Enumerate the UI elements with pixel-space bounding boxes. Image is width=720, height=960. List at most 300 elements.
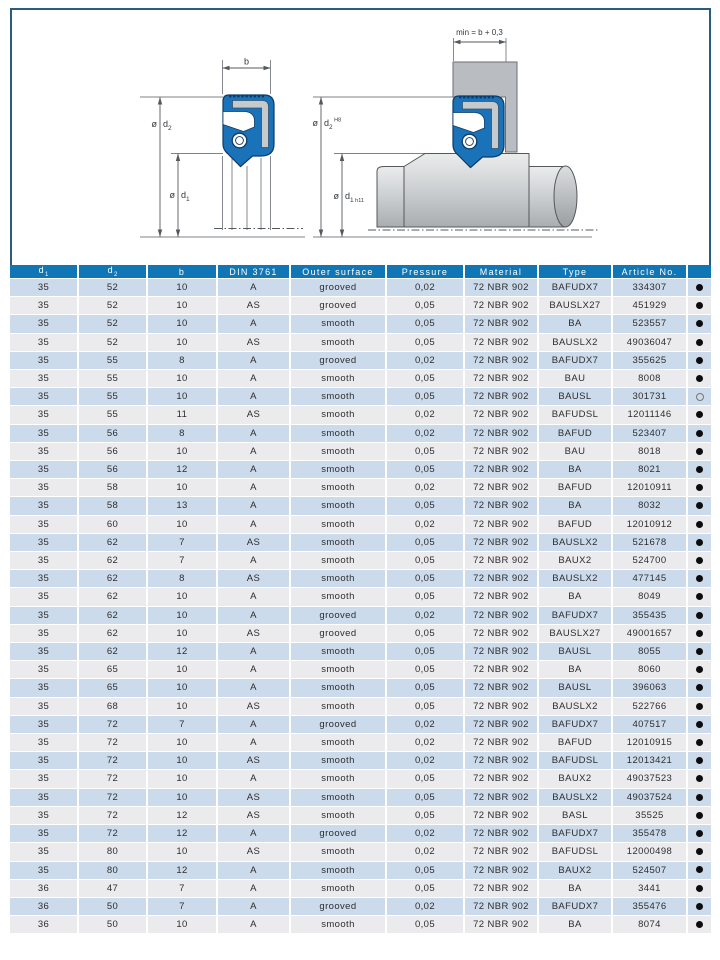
cell: 35 <box>10 734 79 752</box>
filled-dot-icon <box>696 502 703 509</box>
cell: 49001657 <box>613 625 688 643</box>
cell: 72 NBR 902 <box>465 352 539 370</box>
cell: 10 <box>148 607 218 625</box>
cell: 72 NBR 902 <box>465 534 539 552</box>
filled-dot-icon <box>696 593 703 600</box>
availability-cell <box>688 862 711 880</box>
cell: 35 <box>10 661 79 679</box>
cell: BAFUDX7 <box>539 607 613 625</box>
cell: 407517 <box>613 716 688 734</box>
cell: smooth <box>291 497 387 515</box>
cell: 12011146 <box>613 406 688 424</box>
cell: 7 <box>148 880 218 898</box>
cell: BAUSLX2 <box>539 570 613 588</box>
cell: 35 <box>10 497 79 515</box>
cell: 35 <box>10 534 79 552</box>
cell: A <box>218 279 291 297</box>
cell: AS <box>218 570 291 588</box>
availability-cell <box>688 643 711 661</box>
cell: 0,05 <box>387 461 465 479</box>
cell: grooved <box>291 716 387 734</box>
availability-cell <box>688 443 711 461</box>
filled-dot-icon <box>696 739 703 746</box>
cell: 0,02 <box>387 716 465 734</box>
cell: 0,05 <box>387 679 465 697</box>
filled-dot-icon <box>696 302 703 309</box>
filled-dot-icon <box>696 411 703 418</box>
cell: 0,05 <box>387 625 465 643</box>
column-header-b: b <box>148 265 218 279</box>
cell: 7 <box>148 716 218 734</box>
cell: 52 <box>79 297 148 315</box>
table-row <box>10 425 711 443</box>
cell: 7 <box>148 898 218 916</box>
cell: smooth <box>291 552 387 570</box>
cell: BA <box>539 497 613 515</box>
filled-dot-icon <box>696 757 703 764</box>
table-row <box>10 789 711 807</box>
cell: 35 <box>10 297 79 315</box>
cell: 72 NBR 902 <box>465 916 539 934</box>
availability-cell <box>688 789 711 807</box>
column-header-material: Material <box>465 265 539 279</box>
cell: BAUSL <box>539 679 613 697</box>
availability-cell <box>688 388 711 406</box>
column-header-din-3761: DIN 3761 <box>218 265 291 279</box>
cell: 0,02 <box>387 825 465 843</box>
cell: A <box>218 880 291 898</box>
table-row <box>10 643 711 661</box>
cell: 47 <box>79 880 148 898</box>
cell: 72 NBR 902 <box>465 862 539 880</box>
cell: 3441 <box>613 880 688 898</box>
table-row <box>10 315 711 333</box>
cell: BAFUDX7 <box>539 716 613 734</box>
cell: 72 NBR 902 <box>465 334 539 352</box>
cell: A <box>218 862 291 880</box>
availability-cell <box>688 770 711 788</box>
cell: 10 <box>148 752 218 770</box>
cell: A <box>218 916 291 934</box>
cell: A <box>218 825 291 843</box>
availability-cell <box>688 479 711 497</box>
cell: 62 <box>79 625 148 643</box>
cell: 0,05 <box>387 643 465 661</box>
table-row <box>10 843 711 861</box>
availability-cell <box>688 625 711 643</box>
availability-cell <box>688 370 711 388</box>
filled-dot-icon <box>696 848 703 855</box>
cell: 0,02 <box>387 752 465 770</box>
cell: A <box>218 661 291 679</box>
filled-dot-icon <box>696 794 703 801</box>
cell: smooth <box>291 770 387 788</box>
cell: 10 <box>148 479 218 497</box>
cell: BA <box>539 315 613 333</box>
cell: 0,05 <box>387 443 465 461</box>
filled-dot-icon <box>696 812 703 819</box>
cell: 8 <box>148 570 218 588</box>
cell: 35 <box>10 516 79 534</box>
cell: 10 <box>148 370 218 388</box>
dim-d1-prefix: ø <box>169 190 175 200</box>
cell: 524700 <box>613 552 688 570</box>
cell: 72 NBR 902 <box>465 698 539 716</box>
cell: smooth <box>291 479 387 497</box>
cell: smooth <box>291 643 387 661</box>
cell: BAFUDX7 <box>539 825 613 843</box>
cell: 36 <box>10 916 79 934</box>
shaft-collar <box>404 154 529 228</box>
cell: 355435 <box>613 607 688 625</box>
availability-cell <box>688 898 711 916</box>
cell: 0,02 <box>387 898 465 916</box>
cell: smooth <box>291 334 387 352</box>
cell: grooved <box>291 607 387 625</box>
cell: grooved <box>291 352 387 370</box>
cell: A <box>218 679 291 697</box>
cell: 35 <box>10 862 79 880</box>
cell: BAUX2 <box>539 770 613 788</box>
cell: 12 <box>148 461 218 479</box>
cell: BAFUD <box>539 516 613 534</box>
cell: 8055 <box>613 643 688 661</box>
cell: 12 <box>148 807 218 825</box>
cell: 0,05 <box>387 334 465 352</box>
availability-cell <box>688 570 711 588</box>
table-row <box>10 770 711 788</box>
cell: 80 <box>79 843 148 861</box>
cell: 524507 <box>613 862 688 880</box>
cell: AS <box>218 752 291 770</box>
cell: 0,02 <box>387 734 465 752</box>
cell: 72 NBR 902 <box>465 661 539 679</box>
cell: 35 <box>10 716 79 734</box>
cell: A <box>218 607 291 625</box>
cell: 72 <box>79 734 148 752</box>
availability-cell <box>688 297 711 315</box>
cell: BAFUDSL <box>539 843 613 861</box>
cell: 72 NBR 902 <box>465 516 539 534</box>
cell: 72 NBR 902 <box>465 898 539 916</box>
cell: 72 NBR 902 <box>465 789 539 807</box>
cell: 522766 <box>613 698 688 716</box>
table-row <box>10 825 711 843</box>
cell: 521678 <box>613 534 688 552</box>
cell: smooth <box>291 406 387 424</box>
table-row <box>10 479 711 497</box>
cell: 0,05 <box>387 789 465 807</box>
cell: BAUSLX2 <box>539 534 613 552</box>
availability-cell <box>688 716 711 734</box>
table-row <box>10 661 711 679</box>
filled-dot-icon <box>696 703 703 710</box>
cell: BAUSLX2 <box>539 789 613 807</box>
dim-d2-label: $d_2$ <box>163 119 172 132</box>
cell: 62 <box>79 570 148 588</box>
filled-dot-icon <box>696 721 703 728</box>
cell: 0,05 <box>387 370 465 388</box>
cell: BAUSLX2 <box>539 334 613 352</box>
cell: smooth <box>291 916 387 934</box>
cell: 10 <box>148 770 218 788</box>
table-row <box>10 916 711 934</box>
dim-min-label: min = b + 0,3 <box>456 28 503 37</box>
filled-dot-icon <box>696 521 703 528</box>
cell: 35 <box>10 588 79 606</box>
cell: AS <box>218 625 291 643</box>
cell: smooth <box>291 789 387 807</box>
filled-dot-icon <box>696 885 703 892</box>
cell: BAFUDSL <box>539 752 613 770</box>
cell: smooth <box>291 388 387 406</box>
cell: 12000498 <box>613 843 688 861</box>
availability-cell <box>688 698 711 716</box>
cell: BA <box>539 880 613 898</box>
cell: 35 <box>10 479 79 497</box>
cell: 35 <box>10 388 79 406</box>
filled-dot-icon <box>696 466 703 473</box>
table-row <box>10 752 711 770</box>
cell: smooth <box>291 734 387 752</box>
cell: 10 <box>148 661 218 679</box>
seal-installed <box>453 96 504 168</box>
table-row <box>10 679 711 697</box>
cell: AS <box>218 406 291 424</box>
cell: BAFUDX7 <box>539 279 613 297</box>
cell: BA <box>539 461 613 479</box>
cell: 35 <box>10 352 79 370</box>
cell: 72 <box>79 825 148 843</box>
cell: grooved <box>291 625 387 643</box>
filled-dot-icon <box>696 903 703 910</box>
cell: 62 <box>79 643 148 661</box>
filled-dot-icon <box>696 375 703 382</box>
cell: 396063 <box>613 679 688 697</box>
cell: 0,05 <box>387 534 465 552</box>
cell: 11 <box>148 406 218 424</box>
cell: 0,05 <box>387 807 465 825</box>
cell: 62 <box>79 607 148 625</box>
cell: AS <box>218 534 291 552</box>
cell: 35525 <box>613 807 688 825</box>
cell: 0,02 <box>387 406 465 424</box>
cell: 72 NBR 902 <box>465 843 539 861</box>
cell: BAFUDX7 <box>539 352 613 370</box>
cell: A <box>218 479 291 497</box>
cell: 72 <box>79 752 148 770</box>
table-row <box>10 625 711 643</box>
right-installation-diagram <box>313 28 601 237</box>
cell: A <box>218 443 291 461</box>
cell: BAUSLX27 <box>539 297 613 315</box>
availability-cell <box>688 807 711 825</box>
table-row <box>10 461 711 479</box>
cell: BAFUD <box>539 479 613 497</box>
cell: 10 <box>148 916 218 934</box>
cell: 10 <box>148 679 218 697</box>
cell: smooth <box>291 679 387 697</box>
filled-dot-icon <box>696 921 703 928</box>
cell: 35 <box>10 679 79 697</box>
cell: 50 <box>79 898 148 916</box>
cell: BAUSLX2 <box>539 698 613 716</box>
availability-cell <box>688 752 711 770</box>
cell: 8018 <box>613 443 688 461</box>
cell: 72 NBR 902 <box>465 734 539 752</box>
filled-dot-icon <box>696 484 703 491</box>
cell: 0,02 <box>387 425 465 443</box>
shaft-end-cap <box>554 166 577 227</box>
cell: 35 <box>10 625 79 643</box>
availability-cell <box>688 880 711 898</box>
cell: BAUX2 <box>539 862 613 880</box>
cell: 355478 <box>613 825 688 843</box>
cell: 35 <box>10 789 79 807</box>
cell: A <box>218 425 291 443</box>
cell: A <box>218 516 291 534</box>
table-row <box>10 698 711 716</box>
seals-table <box>10 265 711 934</box>
cell: 301731 <box>613 388 688 406</box>
dim-d1-h11-prefix: ø <box>333 191 339 201</box>
table-row <box>10 334 711 352</box>
cell: 49037523 <box>613 770 688 788</box>
table-row <box>10 607 711 625</box>
cell: 8049 <box>613 588 688 606</box>
availability-cell <box>688 461 711 479</box>
cell: 10 <box>148 625 218 643</box>
cell: 0,05 <box>387 588 465 606</box>
cell: 60 <box>79 516 148 534</box>
cell: AS <box>218 334 291 352</box>
cell: smooth <box>291 807 387 825</box>
cell: 0,05 <box>387 880 465 898</box>
cell: 35 <box>10 770 79 788</box>
filled-dot-icon <box>696 357 703 364</box>
cell: 35 <box>10 807 79 825</box>
cell: 0,05 <box>387 552 465 570</box>
cell: A <box>218 734 291 752</box>
cell: BAUSL <box>539 388 613 406</box>
cell: 36 <box>10 898 79 916</box>
availability-cell <box>688 916 711 934</box>
cell: 35 <box>10 843 79 861</box>
dim-d2-prefix: ø <box>151 119 157 129</box>
cell: grooved <box>291 297 387 315</box>
filled-dot-icon <box>696 684 703 691</box>
cell: 72 <box>79 770 148 788</box>
cell: A <box>218 352 291 370</box>
cell: 49037524 <box>613 789 688 807</box>
cell: 50 <box>79 916 148 934</box>
cell: 451929 <box>613 297 688 315</box>
availability-cell <box>688 425 711 443</box>
cell: smooth <box>291 698 387 716</box>
cell: 72 NBR 902 <box>465 752 539 770</box>
table-row <box>10 570 711 588</box>
cell: 7 <box>148 552 218 570</box>
cell: 0,05 <box>387 297 465 315</box>
cell: grooved <box>291 898 387 916</box>
table-row <box>10 898 711 916</box>
cell: BAUX2 <box>539 552 613 570</box>
cell: 0,02 <box>387 352 465 370</box>
cell: 477145 <box>613 570 688 588</box>
cell: smooth <box>291 315 387 333</box>
table-row <box>10 534 711 552</box>
cell: 68 <box>79 698 148 716</box>
table-row <box>10 552 711 570</box>
cell: 0,05 <box>387 497 465 515</box>
cell: 72 NBR 902 <box>465 461 539 479</box>
cell: grooved <box>291 279 387 297</box>
cell: 72 NBR 902 <box>465 297 539 315</box>
cell: 355625 <box>613 352 688 370</box>
cell: AS <box>218 698 291 716</box>
cell: 72 NBR 902 <box>465 607 539 625</box>
cell: 334307 <box>613 279 688 297</box>
cell: BA <box>539 588 613 606</box>
cell: A <box>218 461 291 479</box>
cell: 55 <box>79 388 148 406</box>
seal-cross-section <box>223 95 274 167</box>
cell: 7 <box>148 534 218 552</box>
cell: AS <box>218 807 291 825</box>
cell: 0,02 <box>387 279 465 297</box>
cell: 72 NBR 902 <box>465 425 539 443</box>
cell: 35 <box>10 570 79 588</box>
cell: 12 <box>148 643 218 661</box>
cell: BAU <box>539 443 613 461</box>
cell: 55 <box>79 352 148 370</box>
availability-cell <box>688 352 711 370</box>
cell: 0,05 <box>387 661 465 679</box>
cell: smooth <box>291 534 387 552</box>
cell: smooth <box>291 570 387 588</box>
cell: 72 NBR 902 <box>465 388 539 406</box>
cell: 35 <box>10 752 79 770</box>
column-header-article-no-: Article No. <box>613 265 688 279</box>
availability-cell <box>688 534 711 552</box>
availability-cell <box>688 661 711 679</box>
table-header <box>10 265 711 279</box>
filled-dot-icon <box>696 666 703 673</box>
cell: 72 <box>79 807 148 825</box>
cell: 62 <box>79 552 148 570</box>
cell: 0,02 <box>387 843 465 861</box>
cell: 65 <box>79 679 148 697</box>
cell: 35 <box>10 825 79 843</box>
table-row <box>10 279 711 297</box>
cell: 35 <box>10 443 79 461</box>
availability-cell <box>688 843 711 861</box>
cell: 8 <box>148 352 218 370</box>
cell: 10 <box>148 279 218 297</box>
cell: 355476 <box>613 898 688 916</box>
dim-b-label: b <box>243 56 250 67</box>
cell: BAFUDX7 <box>539 898 613 916</box>
column-header-pressure: Pressure <box>387 265 465 279</box>
table-row <box>10 862 711 880</box>
cell: BAFUD <box>539 734 613 752</box>
column-header-d2: $d_2$ <box>79 265 148 279</box>
cell: AS <box>218 789 291 807</box>
table-row <box>10 734 711 752</box>
column-header-availability <box>688 265 711 279</box>
cell: 80 <box>79 862 148 880</box>
filled-dot-icon <box>696 539 703 546</box>
